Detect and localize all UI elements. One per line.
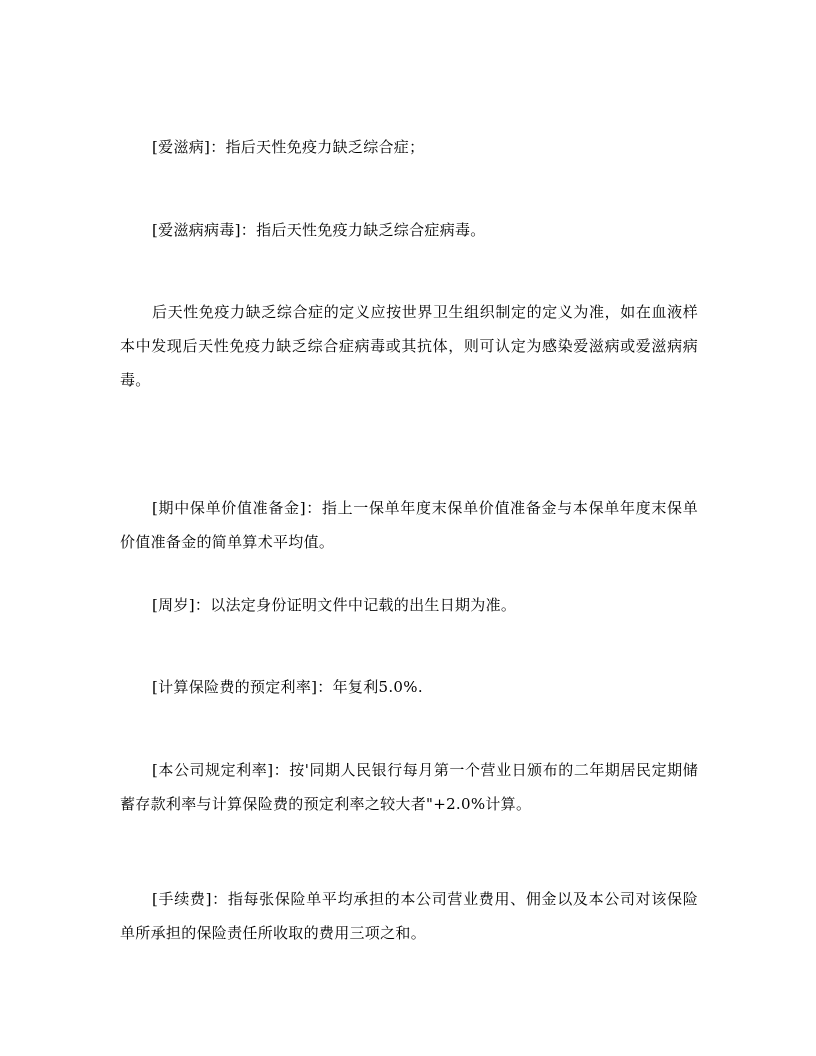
definition-age: [周岁]：以法定身份证明文件中记载的出生日期为准。 xyxy=(152,596,517,614)
definition-company-rate: [本公司规定利率]：按'同期人民银行每月第一个营业日颁布的二年期居民定期储蓄存款利率与计算保险费的预定利率之较大者"+2.0%计算。 xyxy=(120,761,698,813)
definition-interim-reserve: [期中保单价值准备金]：指上一保单年度末保单价值准备金与本保单年度末保单价值准备金的简单算术平均值。 xyxy=(120,499,698,551)
definition-handling-fee: [手续费]：指每张保险单平均承担的本公司营业费用、佣金以及本公司对该保险单所承担的保险责任所收取的费用三项之和。 xyxy=(120,890,698,942)
definition-aids-virus: [爱滋病病毒]：指后天性免疫力缺乏综合症病毒。 xyxy=(152,221,486,239)
definition-premium-rate: [计算保险费的预定利率]：年复利5.0%. xyxy=(152,678,423,696)
definition-aids: [爱滋病]：指后天性免疫力缺乏综合症； xyxy=(152,138,425,156)
definition-aids-criteria: 后天性免疫力缺乏综合症的定义应按世界卫生组织制定的定义为准，如在血液样本中发现后天性免疫力缺乏综合症病毒或其抗体，则可认定为感染爱滋病或爱滋病病毒。 xyxy=(120,303,698,389)
